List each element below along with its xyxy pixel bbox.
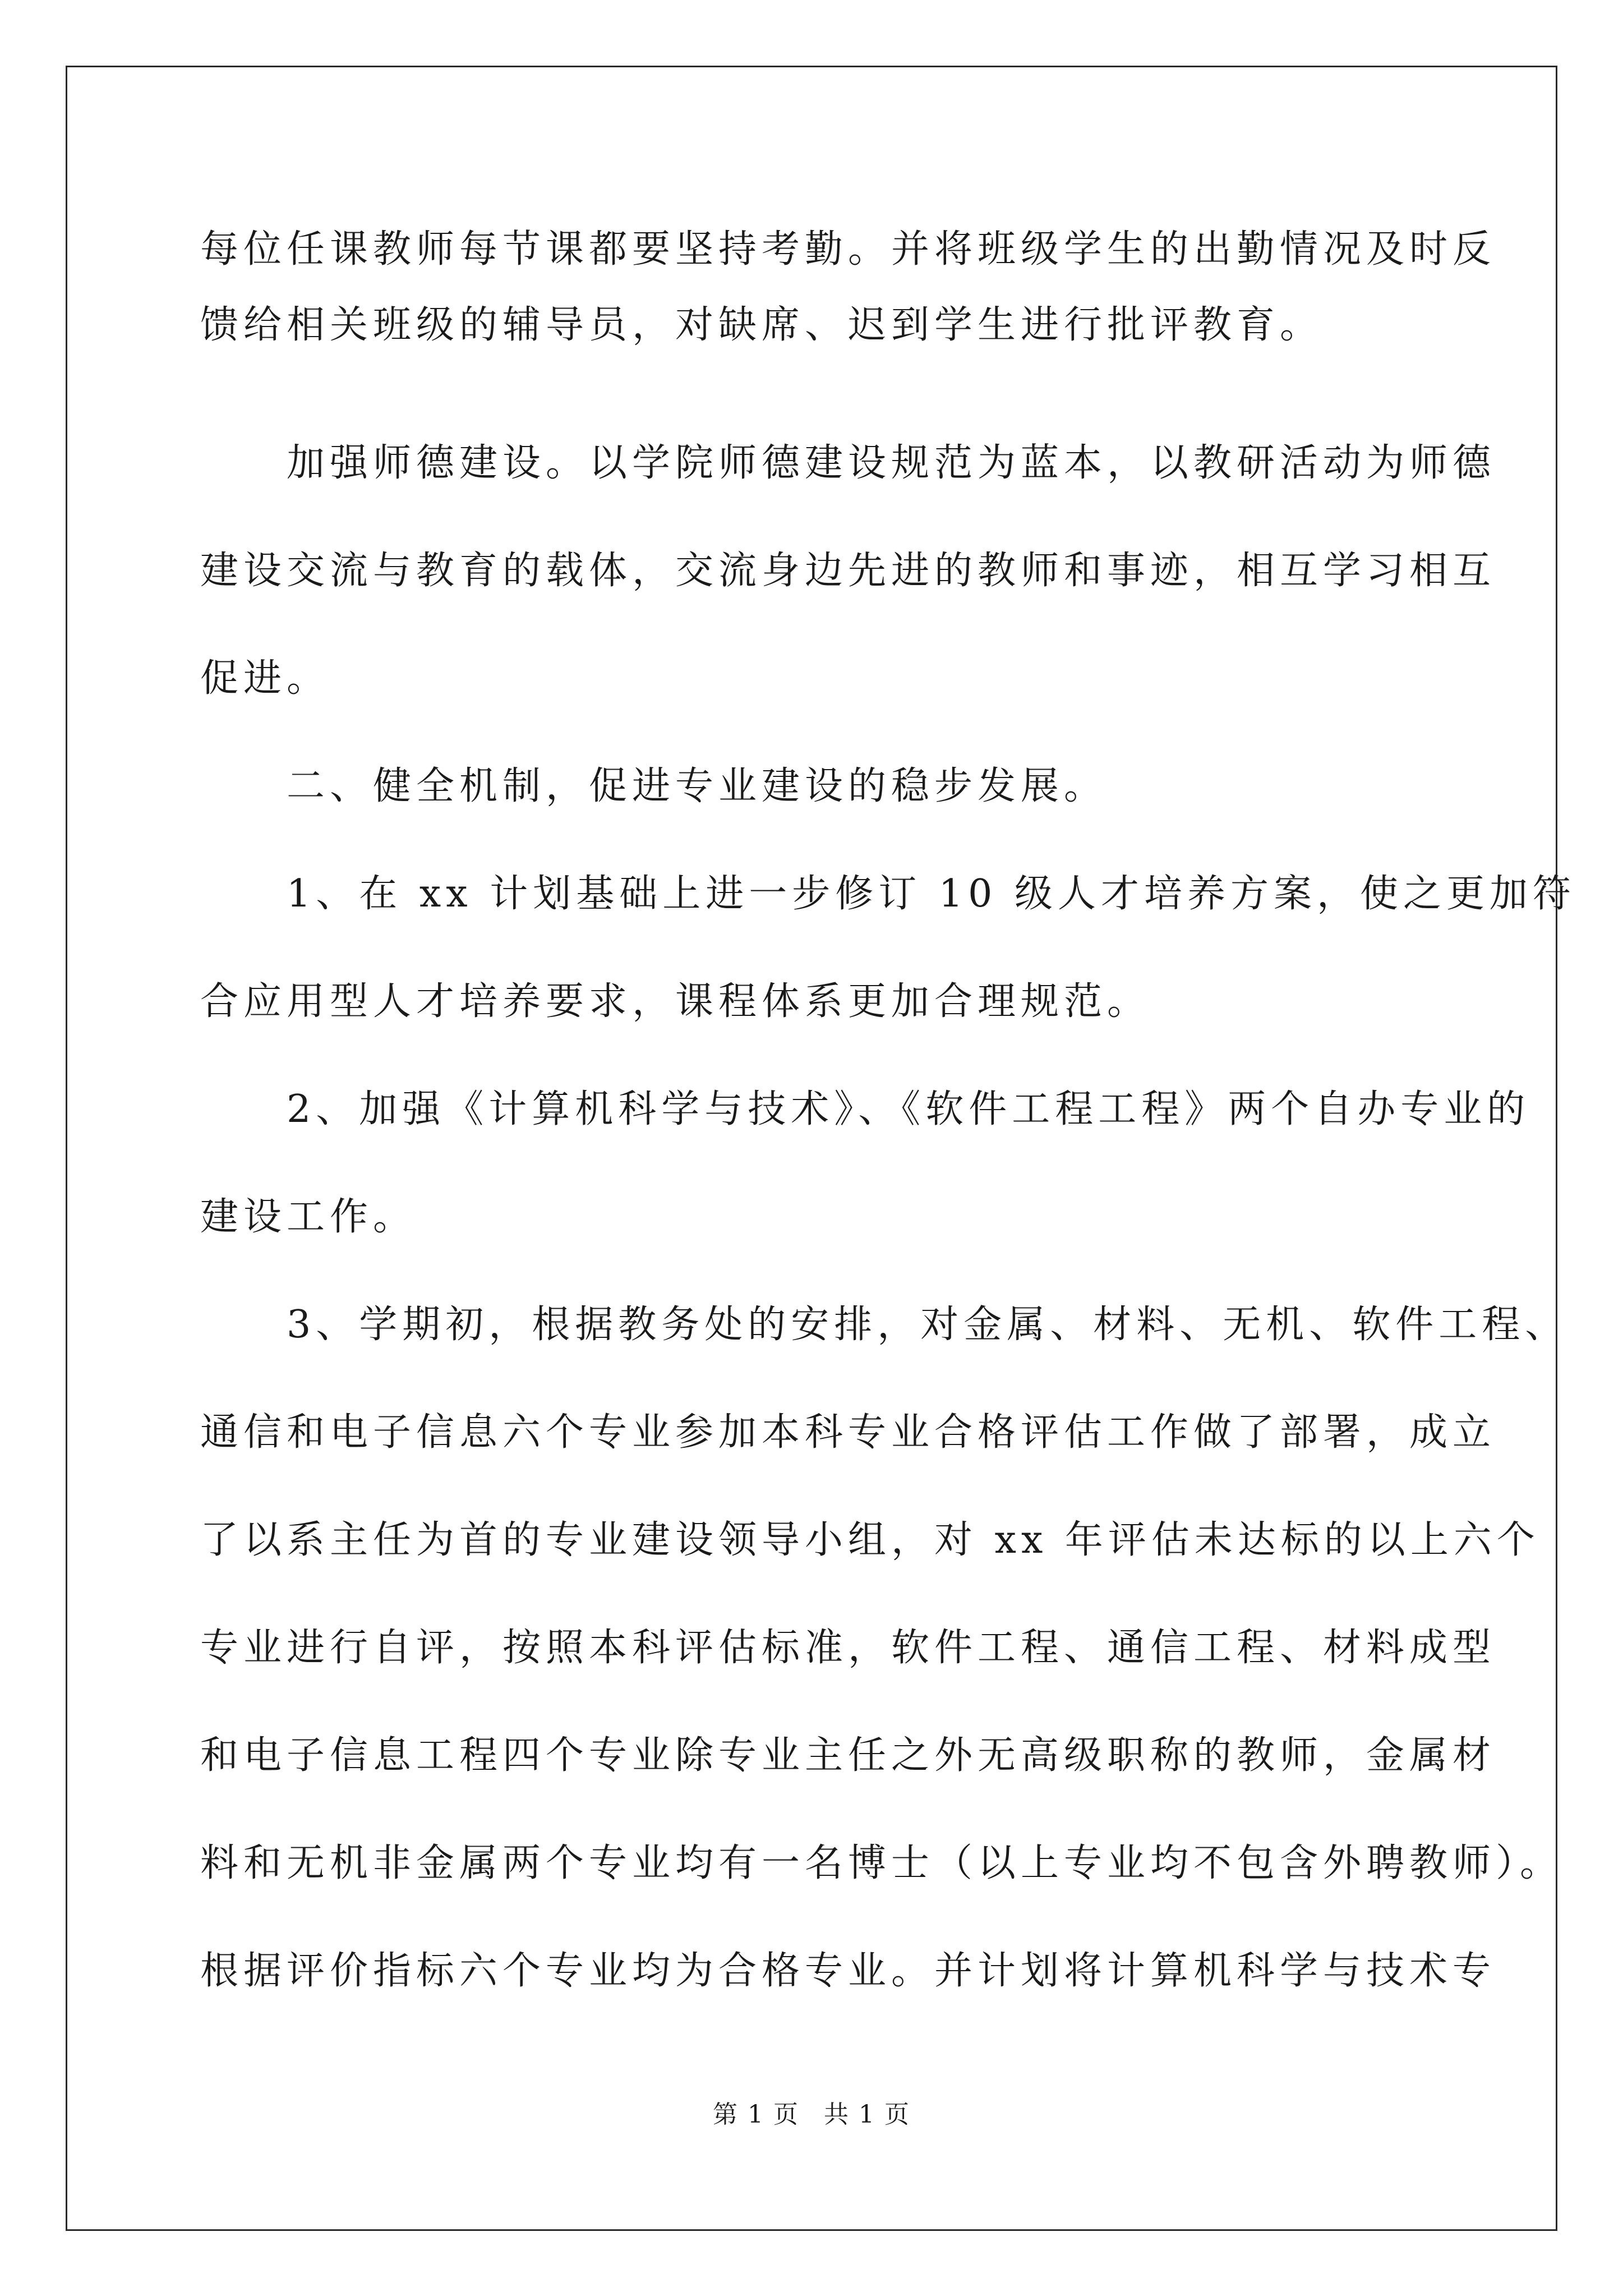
text-line: 2、加强《计算机科学与技术》、《软件工程工程》两个自办专业的 <box>200 1087 1530 1131</box>
text-line: 专业进行自评，按照本科评估标准，软件工程、通信工程、材料成型 <box>200 1626 1496 1670</box>
text-line: 二、健全机制，促进专业建设的稳步发展。 <box>200 764 1108 808</box>
text-line: 根据评价指标六个专业均为合格专业。并计划将计算机科学与技术专 <box>200 1949 1496 1993</box>
text-line: 每位任课教师每节课都要坚持考勤。并将班级学生的出勤情况及时反 <box>200 227 1496 272</box>
text-line: 加强师德建设。以学院师德建设规范为蓝本，以教研活动为师德 <box>200 441 1496 485</box>
text-line: 馈给相关班级的辅导员，对缺席、迟到学生进行批评教育。 <box>200 303 1324 347</box>
page-number: 第 1 页 <box>713 2100 799 2129</box>
page-footer <box>0 2098 1623 2132</box>
text-line: 3、学期初，根据教务处的安排，对金属、材料、无机、软件工程、 <box>200 1303 1569 1347</box>
text-line: 了以系主任为首的专业建设领导小组，对 xx 年评估未达标的以上六个 <box>200 1518 1540 1562</box>
text-line: 合应用型人才培养要求，课程体系更加合理规范。 <box>200 979 1151 1024</box>
text-line: 建设交流与教育的载体，交流身边先进的教师和事迹，相互学习相互 <box>200 549 1496 593</box>
page-border <box>66 66 1557 2231</box>
text-line: 促进。 <box>200 656 330 701</box>
text-line: 和电子信息工程四个专业除专业主任之外无高级职称的教师，金属材 <box>200 1733 1496 1778</box>
text-line: 料和无机非金属两个专业均有一名博士（以上专业均不包含外聘教师）。 <box>200 1841 1564 1885</box>
page-total: 共 1 页 <box>824 2100 910 2129</box>
text-line: 通信和电子信息六个专业参加本科专业合格评估工作做了部署，成立 <box>200 1410 1496 1455</box>
text-line: 1、在 xx 计划基础上进一步修订 10 级人才培养方案，使之更加符 <box>200 872 1576 916</box>
text-line: 建设工作。 <box>200 1195 417 1239</box>
